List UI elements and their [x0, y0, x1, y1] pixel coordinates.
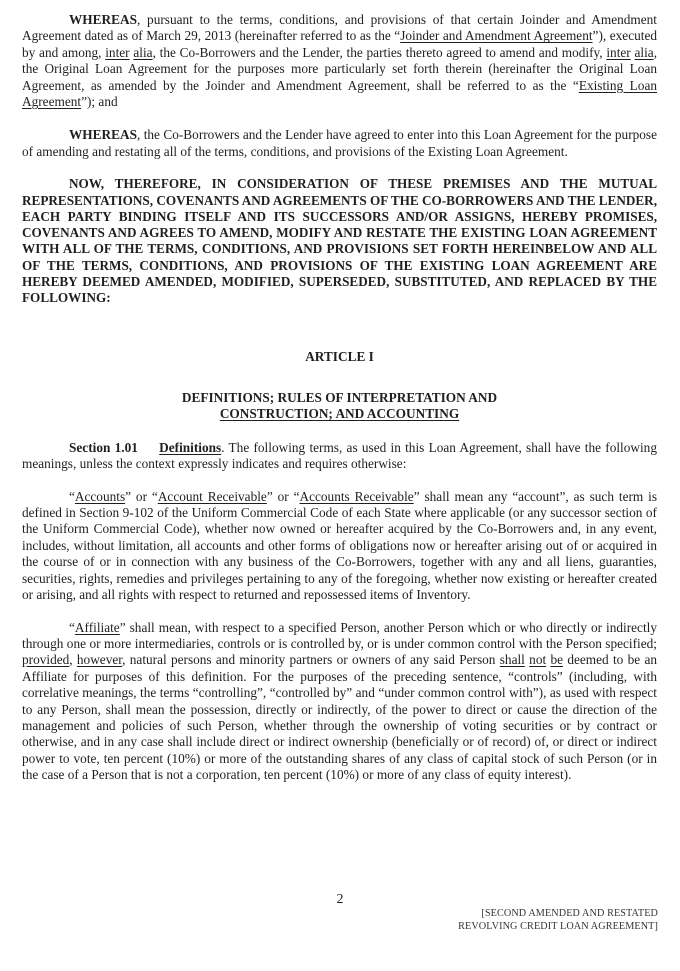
affiliate-definition: “Affiliate” shall mean, with respect to a specified Person, another Person which or who directly or indirectly through one or more intermediaries, controls or is controlled by, or is under common control with the Person specified; provided, however, natural persons and minority partners or owners of any said Person shall not be deemed to be an Affiliate for purposes of this definition. For the purposes of the preceding sentence, “controls” (including, with correlative meanings, the terms “controlling”, “controlled by” and “under common control with”), as used with respect to any Person, shall mean the possession, directly or indirectly, of the power to direct or cause the direction of the management and policies of such Person, whether through the ownership of voting securities or by contract or otherwise, and in any case shall include direct or indirect ownership (beneficially or of record) of, or direct or indirect power to vote, ten percent (10%) or more of the outstanding shares of any class of capital stock of such Person (or in the case of a Person that is not a corporation, ten percent (10%) or more of any class of equity interest).: [22, 619, 657, 783]
defined-term-existing-loan: Existing Loan Agreement: [22, 77, 657, 110]
article-heading: ARTICLE I: [305, 348, 374, 364]
footer-label: [458, 907, 658, 933]
footer-line-1: [SECOND AMENDED AND RESTATED: [481, 908, 658, 919]
section-number: Section 1.01: [69, 439, 138, 455]
defined-term-accounts: Accounts: [74, 488, 126, 504]
whereas-lead: WHEREAS: [69, 127, 137, 143]
footer-line-2: REVOLVING CREDIT LOAN AGREEMENT]: [458, 921, 658, 932]
whereas-paragraph-1: WHEREAS, pursuant to the terms, conditions, and provisions of that certain Joinder and Amendment Agreement dated as of March 29, 2013 (hereinafter referred to as the “Joinder and Amendment Agreement”), executed by and among, inter alia, the Co-Borrowers and the Lender, the parties thereto agreed to amend and modify, inter alia, the Original Loan Agreement for the purposes more particularly set forth therein (hereinafter the Original Loan Agreement, as amended by the Joinder and Amendment Agreement, shall be referred to as the “Existing Loan Agreement”); and: [22, 12, 658, 110]
whereas-lead: WHEREAS: [69, 12, 137, 27]
defined-term-account-receivable: Account Receivable: [157, 488, 267, 504]
defined-term-affiliate: Affiliate: [74, 619, 120, 635]
article-title-line-1: DEFINITIONS; RULES OF INTERPRETATION AND: [181, 390, 498, 406]
page-number: 2: [336, 892, 344, 907]
defined-term-accounts-receivable: Accounts Receivable: [299, 488, 414, 504]
accounts-definition: “Accounts” or “Account Receivable” or “Accounts Receivable” shall mean any “account”, as such term is defined in Section 9-102 of the Uniform Commercial Code of each State where applicable (or any successor section of the Uniform Commercial Code), whether now owned or hereafter acquired by the Co-Borrowers and, in any event, includes, without limitation, all accounts and other forms of obligations now or hereafter arising out of or acquired in the course of or in connection with any business of the Co-Borrowers, together with any and all liens, guaranties, securities, rights, remedies and privileges pertaining to any of the foregoing, whether now existing or hereafter created or arising, and all rights with respect to returned and repossessed items of Inventory.: [22, 488, 658, 603]
now-therefore-paragraph: NOW, THEREFORE, IN CONSIDERATION OF THESE PREMISES AND THE MUTUAL REPRESENTATIONS, COVENANTS AND AGREEMENTS OF THE CO-BORROWERS AND THE LENDER, EACH PARTY BINDING ITSELF AND ITS SUCCESSORS AND/OR ASSIGNS, HEREBY PROMISES, COVENANTS AND AGREES TO AMEND, MODIFY AND RESTATE THE EXISTING LOAN AGREEMENT WITH ALL OF THE TERMS, CONDITIONS, AND PROVISIONS SET FORTH HEREINBELOW AND ALL OF THE TERMS, CONDITIONS, AND PROVISIONS OF THE EXISTING LOAN AGREEMENT ARE HEREBY DEEMED AMENDED, MODIFIED, SUPERSEDED, SUBSTITUTED, AND REPLACED BY THE FOLLOWING:: [22, 176, 657, 306]
section-1-01-paragraph: Section 1.01 Definitions. The following terms, as used in this Loan Agreement, shall have the following meanings, unless the context expressly indicates and requires otherwise:: [22, 439, 657, 472]
article-title-line-2: CONSTRUCTION; AND ACCOUNTING: [219, 406, 460, 422]
whereas-paragraph-2: WHEREAS, the Co-Borrowers and the Lender have agreed to enter into this Loan Agreement for the purpose of amending and restating all of the terms, conditions, and provisions of the Existing Loan Agreement.: [22, 127, 657, 159]
defined-term-joinder: Joinder and Amendment Agreement: [400, 28, 593, 44]
section-title: Definitions: [159, 439, 222, 455]
